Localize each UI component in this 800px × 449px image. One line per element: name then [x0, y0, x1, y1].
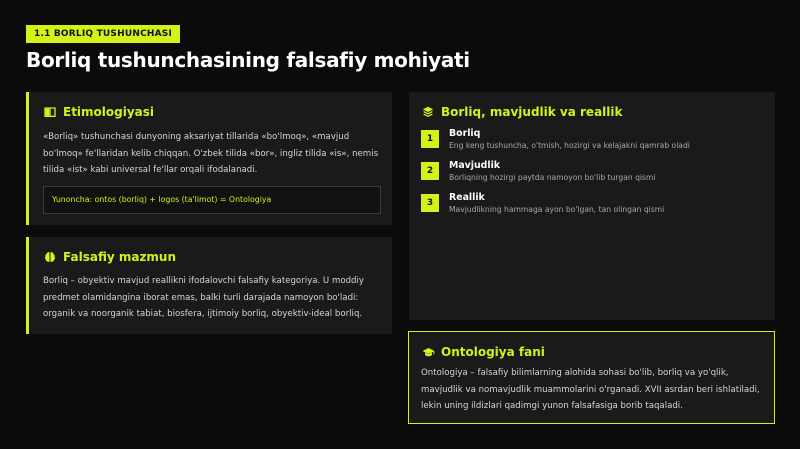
greek-note: Yunoncha: ontos (borliq) + logos (ta'limot) = Ontologiya — [52, 195, 272, 204]
book-icon — [43, 105, 57, 119]
etymology-card-header — [43, 105, 381, 119]
philosophical-content-title: Falsafiy mazmun — [63, 250, 177, 264]
concepts-card — [409, 92, 775, 320]
concepts-header — [421, 105, 763, 119]
ontology-text: Ontologiya – falsafiy bilimlarning alohida sohasi bo'lib, borliq va yo'qlik, mavjudlik va nomavjudlik muammolarini o'rganadi. XVII asrdan beri ishlatiladi, lekin uning ildizlari qadimgi yunon falsafasiga borib taqaladi. — [421, 368, 760, 411]
concept-description: Mavjudlikning hammaga ayon bo'lgan, tan olingan qismi — [449, 205, 665, 214]
concept-description: Eng keng tushuncha, o'tmish, hozirgi va kelajakni qamrab oladi — [449, 141, 690, 150]
ontology-header — [421, 345, 763, 359]
graduation-cap-icon — [421, 345, 435, 359]
page-title: Borliq tushunchasining falsafiy mohiyati — [26, 48, 470, 72]
ontology-title: Ontologiya fani — [441, 345, 545, 359]
philosophical-content-header — [43, 250, 381, 264]
concept-item-borliq — [421, 127, 763, 151]
concept-number: 1 — [421, 130, 439, 148]
concept-number: 2 — [421, 162, 439, 180]
concept-title: Borliq — [449, 128, 481, 139]
concept-title: Mavjudlik — [449, 160, 501, 171]
section-tag: 1.1 BORLIQ TUSHUNCHASI — [26, 25, 180, 43]
brain-icon — [43, 250, 57, 264]
ontology-card — [408, 331, 775, 424]
etymology-card — [26, 92, 392, 225]
philosophical-content-text: Borliq – obyektiv mavjud reallikni ifodalovchi falsafiy kategoriya. U moddiy predmet olamidangina iborat emas, balki turli darajada namoyon bo'ladi: organik va noorganik tabiat, biosfera, ijtimoiy borliq, obyektiv-ideal borliq. — [43, 276, 364, 319]
layers-icon — [421, 105, 435, 119]
concept-number: 3 — [421, 194, 439, 212]
concepts-title: Borliq, mavjudlik va reallik — [441, 105, 623, 119]
etymology-title: Etimologiyasi — [63, 105, 155, 119]
etymology-text: «Borliq» tushunchasi dunyoning aksariyat tillarida «bo'lmoq», «mavjud bo'lmoq» fe'llaridan kelib chiqqan. O'zbek tilida «bor», ingliz tilida «is», nemis tilida «ist» kabi universal fe'llar orqali ifodalanadi. — [43, 132, 379, 175]
concept-title: Reallik — [449, 192, 485, 203]
philosophical-content-card — [26, 237, 392, 334]
concept-description: Borliqning hozirgi paytda namoyon bo'lib turgan qismi — [449, 173, 656, 182]
greek-note-box — [43, 186, 381, 214]
concept-item-reallik — [421, 191, 763, 215]
concept-item-mavjudlik — [421, 159, 763, 183]
